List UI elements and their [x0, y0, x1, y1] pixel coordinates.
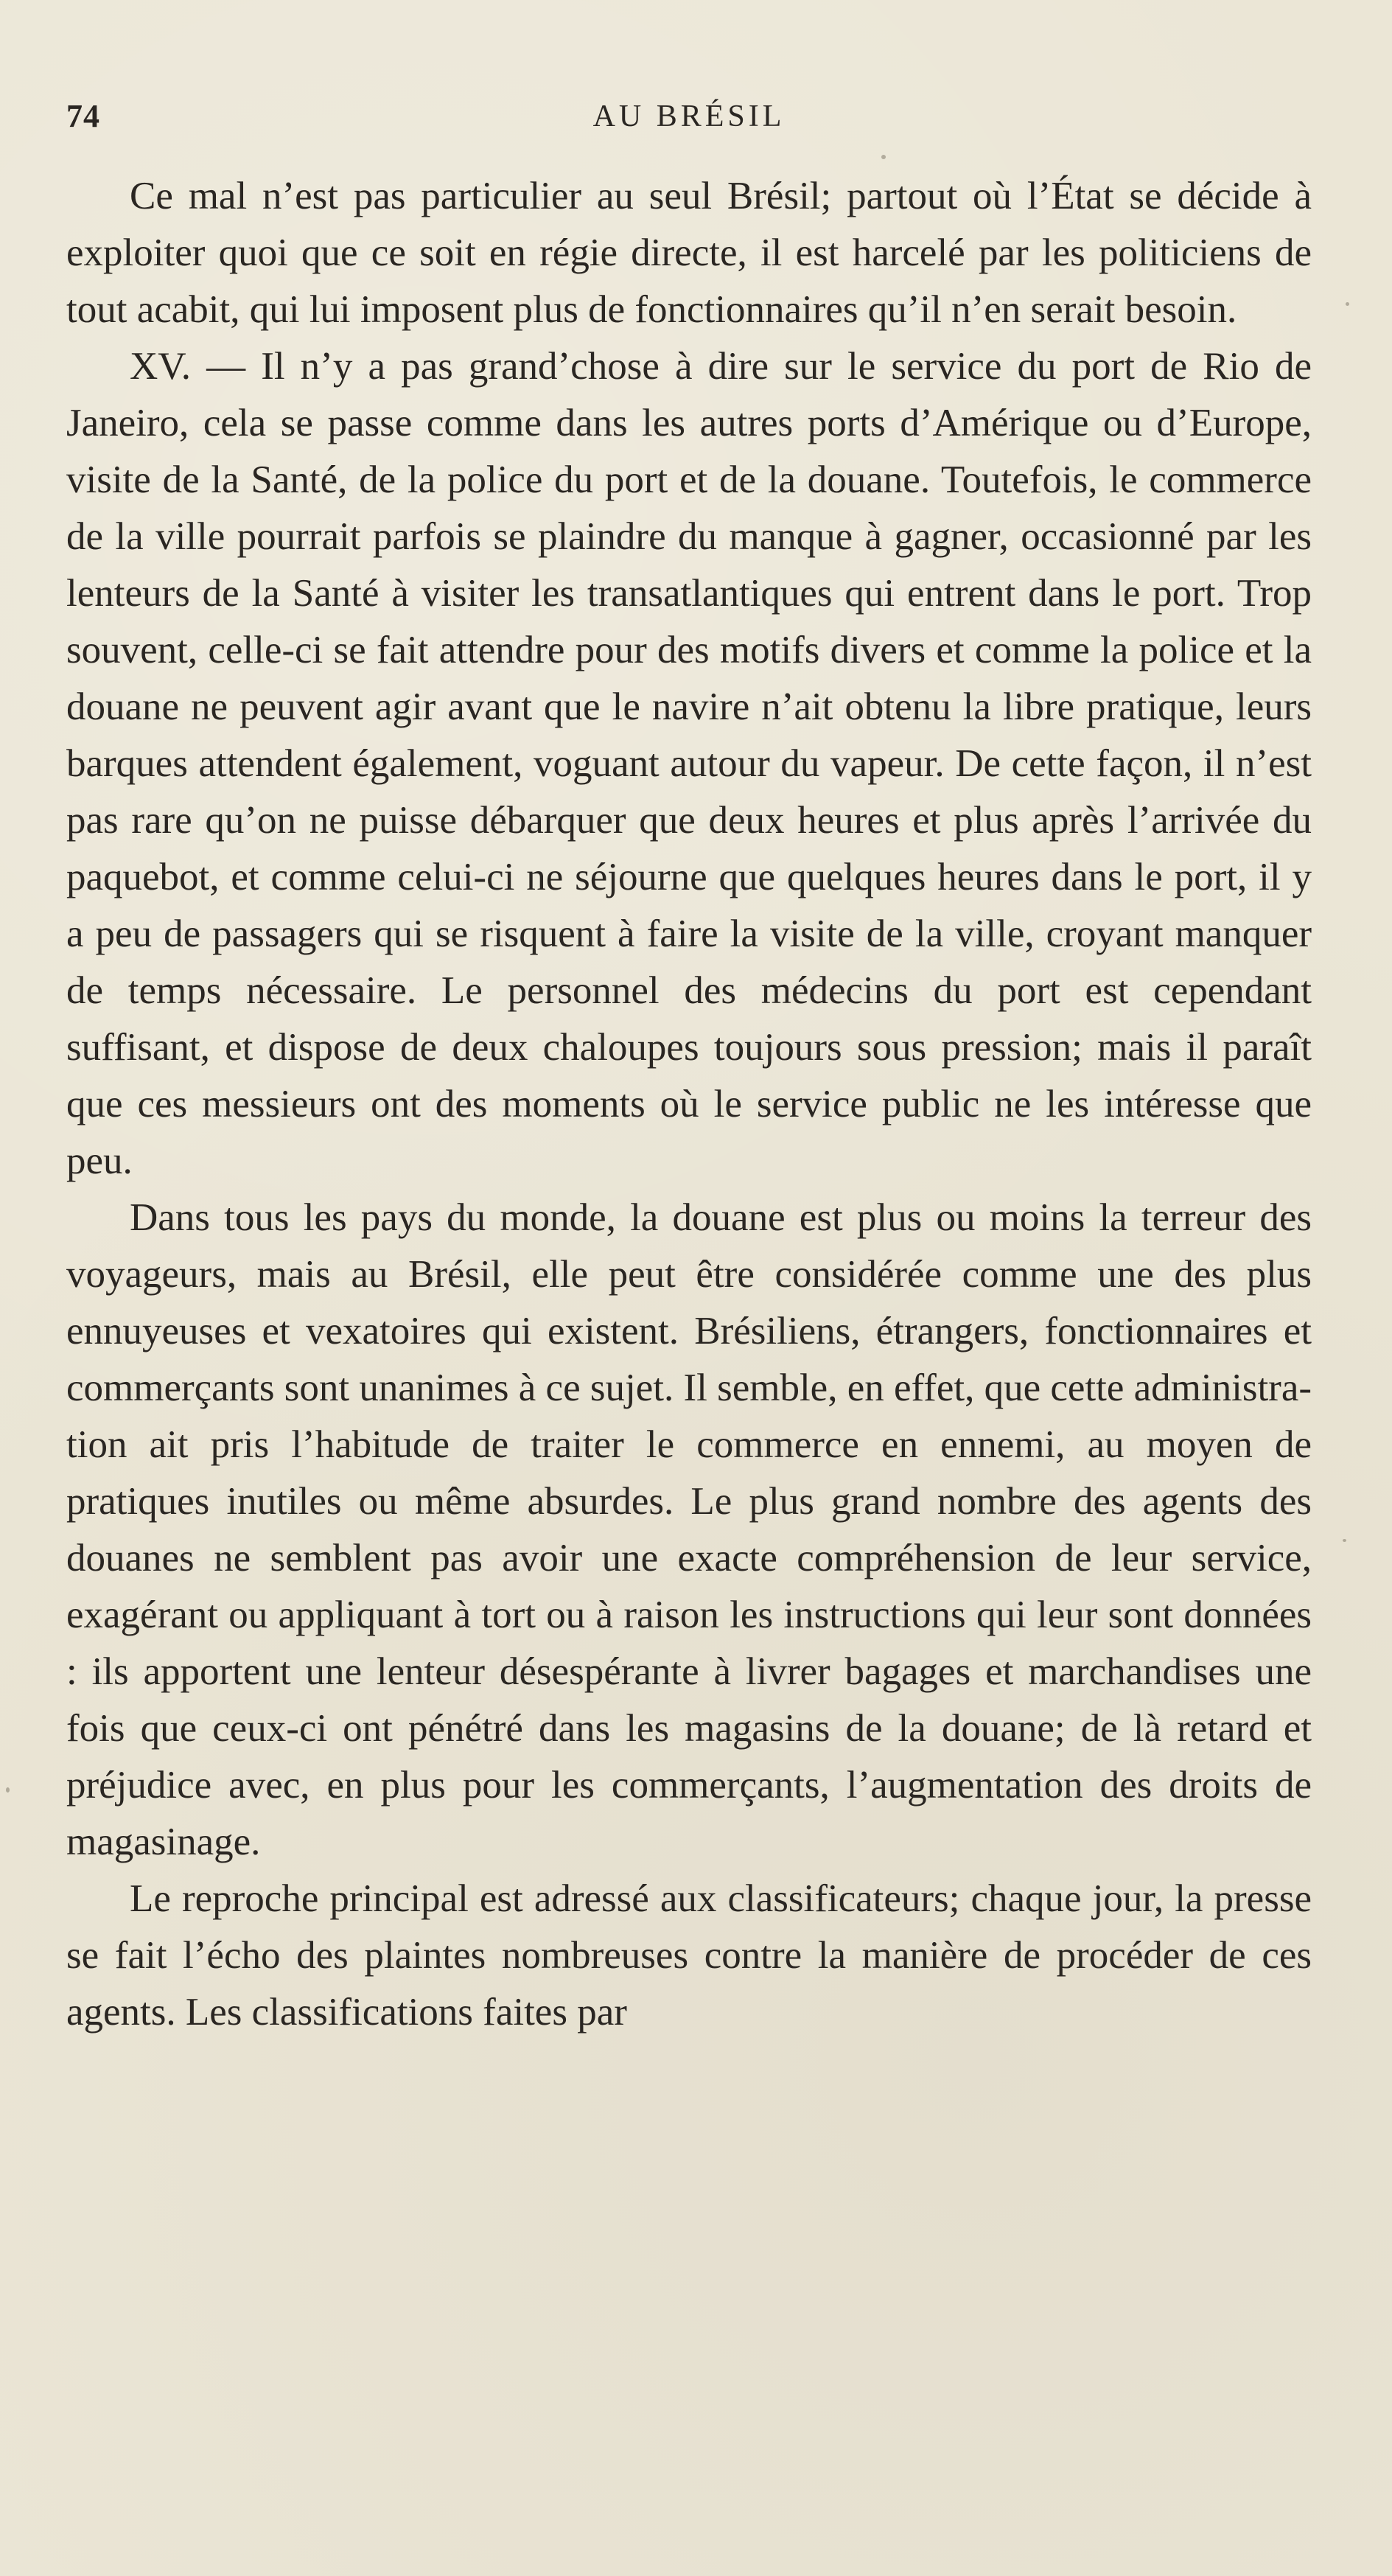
paper-speck [6, 1787, 10, 1793]
paper-speck [1055, 486, 1058, 489]
page-number: 74 [66, 98, 100, 134]
book-title: AU BRÉSIL [592, 100, 786, 133]
paragraph-2: XV. — Il n’y a pas grand’chose à dire sur le service du port de Rio de Janeiro, cela se passe comme dans les autres ports d’Amérique ou d’Europe, visite de la Santé, de la police du port et de la douane. Toutefois, le commerce de la ville pourrait parfois se plaindre du manque à gagner, occasionné par les lenteurs de la Santé à visiter les transatlantiques qui entrent dans le port. Trop souvent, celle-ci se fait attendre pour des motifs divers et comme la police et la douane ne peuvent agir avant que le navire n’ait obtenu la libre pratique, leurs barques attendent également, voguant autour du vapeur. De cette façon, il n’est pas rare qu’on ne puisse débarquer que deux heures et plus après l’arrivée du paquebot, et comme celui-ci ne séjourne que quelques heures dans le port, il y a peu de passagers qui se risquent à faire la visite de la ville, croyant manquer de temps nécessaire. Le personnel des médecins du port est cependant suffisant, et dispose de deux chaloupes toujours sous pression; mais il paraît que ces messieurs ont des moments où le service public ne les intéresse que peu. [66, 345, 1312, 1182]
running-head [66, 94, 1312, 139]
paragraph-4: Le reproche principal est adressé aux classificateurs; chaque jour, la presse se fait l’écho des plaintes nombreuses contre la manière de procéder de ces agents. Les classifications faites par [66, 1877, 1312, 2034]
paper-speck [1343, 1539, 1346, 1542]
paper-speck [1346, 302, 1349, 306]
body-text [66, 168, 1312, 2041]
paragraph-3: Dans tous les pays du monde, la douane est plus ou moins la terreur des voyageurs, mais au Brésil, elle peut être considérée comme une des plus ennuyeuses et vexatoires qui existent. Brésiliens, étrangers, fonctionnaires et commerçants sont unanimes à ce sujet. Il semble, en effet, que cette administration ait pris l’habitude de traiter le commerce en ennemi, au moyen de pratiques inutiles ou même absurdes. Le plus grand nombre des agents des douanes ne semblent pas avoir une exacte compréhension de leur service, exagérant ou appliquant à tort ou à raison les instructions qui leur sont données : ils apportent une lenteur désespérante à livrer bagages et marchandises une fois que ceux-ci ont pénétré dans les magasins de la douane; de là retard et préjudice avec, en plus pour les commerçants, l’augmentation des droits de magasinage. [66, 1196, 1312, 1863]
paragraph-1: Ce mal n’est pas particulier au seul Brésil; partout où l’État se décide à exploiter quoi que ce soit en régie directe, il est harcelé par les politiciens de tout acabit, qui lui imposent plus de fonctionnaires qu’il n’en serait besoin. [66, 175, 1312, 331]
paper-speck [881, 155, 886, 159]
